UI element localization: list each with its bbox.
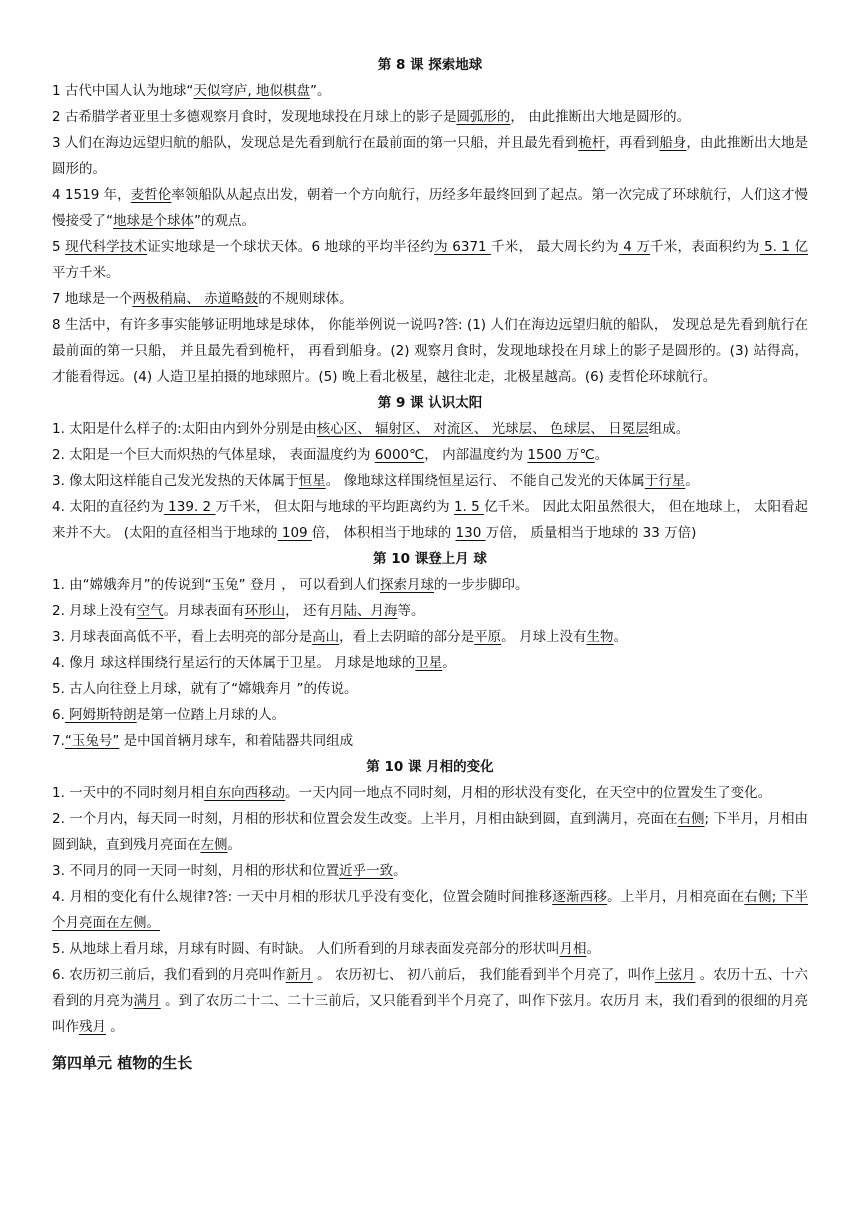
text-run: ， 内部温度约为: [424, 447, 528, 463]
text-run: ，由此推断出大地是圆形的。: [52, 135, 809, 177]
text-run: 2. 太阳是一个巨大而炽热的气体星球， 表面温度约为: [52, 447, 375, 463]
text-run: 3 人们在海边远望归航的船队，发现总是先看到航行在最前面的第一只船，并且最先看到: [52, 135, 579, 151]
text-run: 组成。: [648, 421, 690, 437]
paragraph: [52, 416, 808, 442]
text-run: ”。: [309, 83, 331, 99]
text-run: 倍， 体积相当于地球的: [311, 525, 456, 541]
text-run: 1. 一天中的不同时刻月相: [52, 785, 205, 801]
paragraph: [52, 442, 808, 468]
paragraph: [52, 468, 808, 494]
answer-blank: 月相: [559, 941, 587, 957]
text-run: 。: [586, 941, 600, 957]
answer-blank: 139. 2: [163, 499, 216, 515]
text-run: 。: [393, 863, 407, 879]
text-run: 等。: [397, 603, 425, 619]
text-run: 6. 农历初三前后，我们看到的月亮叫作: [52, 967, 286, 983]
answer-blank: 右侧; 下半个月亮面在左侧。: [52, 889, 809, 931]
text-run: 2 古希腊学者亚里士多德观察月食时，发现地球投在月球上的影子是: [52, 109, 457, 125]
paragraph: [52, 806, 808, 858]
text-run: 2. 月球上没有: [52, 603, 137, 619]
answer-blank: 两极稍扁、 赤道略鼓: [132, 291, 259, 307]
answer-blank: 130: [455, 525, 486, 541]
text-run: 。: [442, 655, 456, 671]
text-run: 5. 从地球上看月球，月球有时圆、有时缺。 人们所看到的月球表面发亮部分的形状叫: [52, 941, 560, 957]
text-run: 。到了农历二十二、二十三前后，又只能看到半个月亮了，叫作下弦月。农历月 末，我们看到的很细的月亮叫作: [52, 993, 809, 1035]
answer-blank: 满月: [133, 993, 161, 1009]
text-run: 4. 月相的变化有什么规律?答: 一天中月相的形状几乎没有变化，位置会随时间推移: [52, 889, 553, 905]
answer-blank: 阿姆斯特朗: [64, 707, 137, 723]
text-run: 3. 月球表面高低不平，看上去明亮的部分是: [52, 629, 313, 645]
text-run: 4 1519 年，: [52, 187, 131, 203]
answer-blank: 109: [277, 525, 312, 541]
lesson-heading: 第 10 课登上月 球: [373, 551, 487, 567]
text-run: 8 生活中，有许多事实能够证明地球是球体， 你能举例说一说吗?答: (1) 人们在海边远望归航的船队， 发现总是先看到航行在最前面的第一只船， 并且最先看到桅杆， 再看到船身。(2) 观察月食时，发现地球投在月球上的影子是圆形的。(3) 站得高，才能看得远。(4) 人造卫星拍摄的地球照片。(5) 晚上看北极星，越往北走，北极星越高。(6) 麦哲伦环球航行。: [52, 317, 808, 385]
text-run: 3. 不同月的同一天同一时刻，月相的形状和位置: [52, 863, 340, 879]
paragraph: [52, 234, 808, 286]
text-run: 4. 太阳的直径约为: [52, 499, 164, 515]
answer-blank: 船身: [659, 135, 687, 151]
text-run: 。 农历初七、 初八前后， 我们能看到半个月亮了，叫作: [312, 967, 655, 983]
text-run: 万千米， 但太阳与地球的平均距离约为: [215, 499, 454, 515]
answer-blank: 圆弧形的: [456, 109, 511, 125]
text-run: ，再看到: [605, 135, 660, 151]
answer-blank: 地球是个球体: [113, 213, 194, 229]
text-run: 5: [52, 239, 66, 255]
text-run: 是中国首辆月球车，和着陆器共同组成: [119, 733, 354, 749]
paragraph: [52, 104, 808, 130]
text-run: 1. 太阳是什么样子的:太阳由内到外分别是由: [52, 421, 317, 437]
paragraph: [52, 598, 808, 624]
answer-blank: 环形山: [244, 603, 286, 619]
paragraph: [52, 624, 808, 650]
answer-blank: 残月: [79, 1019, 106, 1035]
text-run: 。: [227, 837, 241, 853]
text-run: 千米，表面积约为: [650, 239, 760, 255]
answer-blank: 月陆、月海: [329, 603, 398, 619]
paragraph: [52, 728, 808, 754]
paragraph: [52, 702, 808, 728]
text-run: 2. 一个月内，每天同一时刻，月相的形状和位置会发生改变。上半月，月相由缺到圆，直到满月，亮面在: [52, 811, 678, 827]
paragraph: [52, 286, 808, 312]
paragraph: [52, 130, 808, 182]
answer-blank: 空气: [136, 603, 164, 619]
answer-blank: 新月: [285, 967, 313, 983]
text-run: ， 由此推断出大地是圆形的。: [510, 109, 691, 125]
lesson-heading: 第 8 课 探索地球: [377, 57, 483, 73]
answer-blank: “玉兔号”: [64, 733, 120, 749]
text-run: 。: [685, 473, 699, 489]
answer-blank: 核心区、 辐射区、 对流区、 光球层、 色球层、 日冕层: [316, 421, 649, 437]
answer-blank: 右侧: [677, 811, 705, 827]
answer-blank: 天似穹庐, 地似棋盘: [193, 83, 310, 99]
text-run: 。 月球上没有: [501, 629, 587, 645]
text-run: ”的观点。: [194, 213, 255, 229]
paragraph: [52, 650, 808, 676]
paragraph: [52, 962, 808, 1040]
text-run: 平方千米。: [52, 265, 120, 281]
text-run: 万倍， 质量相当于地球的 33 万倍): [485, 525, 697, 541]
paragraph: [52, 676, 808, 702]
paragraph: [52, 936, 808, 962]
answer-blank: 上弦月: [654, 967, 696, 983]
answer-blank: 卫星: [415, 655, 443, 671]
paragraph: [52, 78, 808, 104]
text-run: 6.: [52, 707, 65, 723]
text-run: 7.: [52, 733, 65, 749]
paragraph: [52, 312, 808, 390]
lesson-heading: 第 9 课 认识太阳: [377, 395, 483, 411]
text-run: 。一天内同一地点不同时刻，月相的形状没有变化，在天空中的位置发生了变化。: [285, 785, 772, 801]
answer-blank: 现代科学技术: [65, 239, 148, 255]
text-run: ; 下半月，月相由圆到缺，直到残月亮面在: [52, 811, 809, 853]
lesson-heading: 第 10 课 月相的变化: [366, 759, 494, 775]
answer-blank: 为 6371: [434, 239, 492, 255]
answer-blank: 桅杆: [578, 135, 606, 151]
text-run: 。: [613, 629, 627, 645]
text-run: 1 古代中国人认为地球“: [52, 83, 194, 99]
paragraph: [52, 884, 808, 936]
answer-blank: 1500 万℃: [527, 447, 595, 463]
text-run: 4. 像月 球这样围绕行星运行的天体属于卫星。 月球是地球的: [52, 655, 416, 671]
text-run: 1. 由“嫦娥奔月”的传说到“玉兔” 登月 ， 可以看到人们: [52, 577, 381, 593]
answer-blank: 恒星: [298, 473, 326, 489]
text-run: ， 还有: [285, 603, 330, 619]
answer-blank: 5. 1 亿: [759, 239, 809, 255]
answer-blank: 探索月球: [380, 577, 435, 593]
paragraph: [52, 494, 808, 546]
answer-blank: 于行星: [644, 473, 686, 489]
text-run: 5. 古人向往登上月球，就有了“嫦娥奔月 ”的传说。: [52, 681, 358, 697]
answer-blank: 自东向西移动: [204, 785, 286, 801]
answer-blank: 近乎一致: [339, 863, 394, 879]
paragraph: [52, 858, 808, 884]
unit-heading: 第四单元 植物的生长: [52, 1054, 193, 1072]
text-run: 7 地球是一个: [52, 291, 133, 307]
text-run: 3. 像太阳这样能自己发光发热的天体属于: [52, 473, 299, 489]
text-run: 。月球表面有: [163, 603, 245, 619]
text-run: 。 像地球这样围绕恒星运行、 不能自己发光的天体属: [325, 473, 645, 489]
text-run: 。: [106, 1019, 124, 1035]
text-run: 是第一位踏上月球的人。: [136, 707, 286, 723]
text-run: 的一步步脚印。: [434, 577, 529, 593]
text-run: 千米， 最大周长约为: [491, 239, 619, 255]
text-run: 率领船队从起点出发，朝着一个方向航行，历经多年最终回到了起点。第一次完成了环球航行，人们这才慢慢接受了“: [52, 187, 809, 229]
answer-blank: 1. 5: [453, 499, 485, 515]
text-run: ，看上去阴暗的部分是: [339, 629, 475, 645]
text-run: 证实地球是一个球状天体。6 地球的平均半径约: [147, 239, 435, 255]
text-run: 。: [594, 447, 609, 463]
answer-blank: 高山: [312, 629, 340, 645]
answer-blank: 生物: [586, 629, 614, 645]
paragraph: [52, 780, 808, 806]
answer-blank: 4 万: [618, 239, 651, 255]
answer-blank: 6000℃: [374, 447, 425, 463]
text-run: 的不规则球体。: [258, 291, 353, 307]
answer-blank: 麦哲伦: [130, 187, 172, 203]
text-run: 。上半月，月相亮面在: [607, 889, 745, 905]
answer-blank: 左侧: [200, 837, 228, 853]
text-run: 亿千米。 因此太阳虽然很大， 但在地球上， 太阳看起来并不大。 (太阳的直径相当于地球的: [52, 499, 809, 541]
paragraph: [52, 182, 808, 234]
answer-blank: 逐渐西移: [552, 889, 608, 905]
paragraph: [52, 572, 808, 598]
answer-blank: 平原: [474, 629, 502, 645]
text-run: 。农历十五、十六看到的月亮为: [52, 967, 809, 1009]
